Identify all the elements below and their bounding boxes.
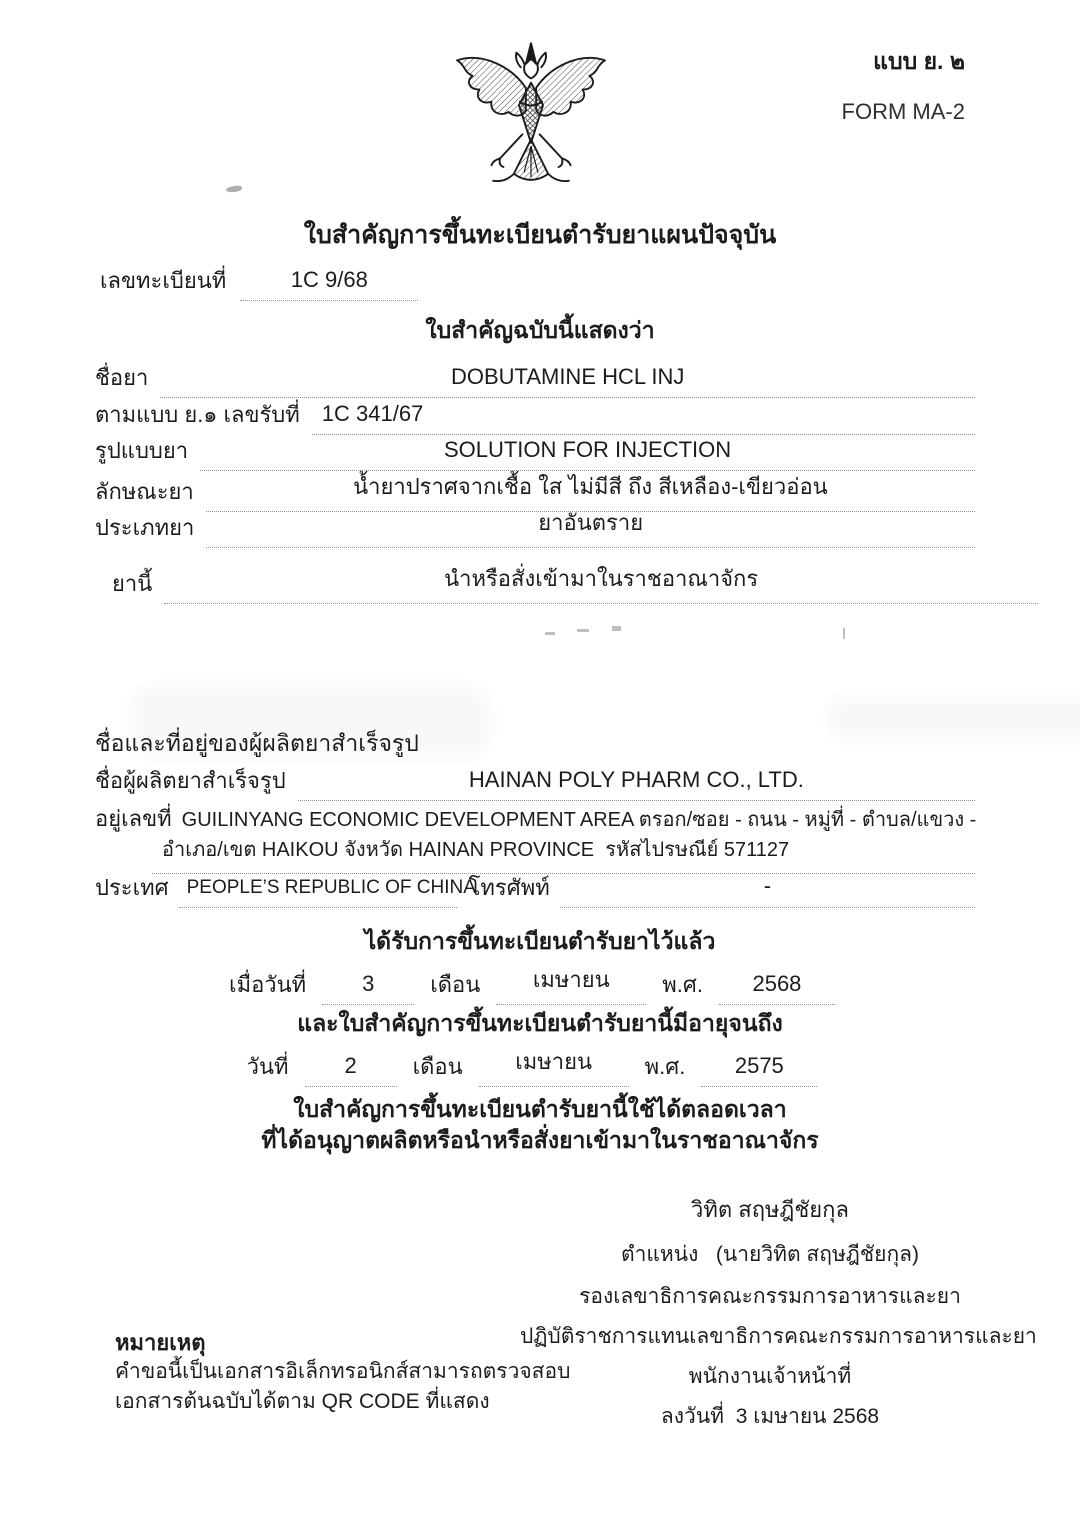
phone-value: - <box>560 873 975 908</box>
note-heading: หมายเหตุ <box>115 1330 206 1355</box>
expiry-date-month: เมษายน <box>479 1044 629 1087</box>
erased-speck <box>843 628 845 639</box>
registration-date-era-label: พ.ศ. <box>662 972 703 997</box>
drug-name-value: DOBUTAMINE HCL INJ <box>160 364 975 398</box>
statement-heading: ใบสำคัญฉบับนี้แสดงว่า <box>425 317 655 343</box>
drug-description-value: น้ำยาปราศจากเชื้อ ใส ไม่มีสี ถึง สีเหลือง-เขียวอ่อน <box>206 469 975 512</box>
garuda-emblem <box>445 36 617 212</box>
registration-date-row <box>0 962 1080 1005</box>
manufacturer-address-label: อยู่เลขที่ <box>95 806 172 831</box>
dosage-form-label: รูปแบบยา <box>95 438 189 463</box>
country-phone-row <box>95 870 975 908</box>
note-line2: เอกสารต้นฉบับได้ตาม QR CODE ที่แสดง <box>115 1390 490 1413</box>
redacted-area <box>828 696 1080 740</box>
this-drug-row <box>112 561 1038 604</box>
dosage-form-row <box>95 433 975 471</box>
manufacturer-address-line2: อำเภอ/เขต HAIKOU จังหวัด HAINAN PROVINCE รหัสไปรษณีย์ 571127 <box>152 833 975 874</box>
registration-date-prefix: เมื่อวันที่ <box>229 972 307 997</box>
application-number-row <box>95 397 975 435</box>
phone-label: โทรศัพท์ <box>468 875 550 900</box>
note-line1: คำขอนี้เป็นเอกสารอิเล็กทรอนิกส์สามารถตรวจสอบ <box>115 1360 571 1383</box>
drug-category-row <box>95 505 975 548</box>
signer-title-line2: ปฏิบัติราชการแทนเลขาธิการคณะกรรมการอาหารและยา <box>520 1325 1037 1348</box>
dosage-form-value: SOLUTION FOR INJECTION <box>200 437 975 471</box>
note-body <box>115 1357 570 1417</box>
form-code-thai: แบบ ย. ๒ <box>873 48 965 74</box>
manufacturer-name-label: ชื่อผู้ผลิตยาสำเร็จรูป <box>95 768 286 793</box>
officer-line: พนักงานเจ้าหน้าที่ <box>688 1365 852 1388</box>
expiry-date-era-label: พ.ศ. <box>644 1054 686 1079</box>
expiry-date-month-label: เดือน <box>412 1054 463 1079</box>
this-drug-value: นำหรือสั่งเข้ามาในราชอาณาจักร <box>164 561 1038 604</box>
drug-category-value: ยาอันตราย <box>206 505 975 548</box>
erased-speck <box>612 626 621 631</box>
manufacturer-name-row <box>95 763 975 801</box>
registered-heading: ได้รับการขึ้นทะเบียนตำรับยาไว้แล้ว <box>364 928 716 954</box>
expiry-date-year: 2575 <box>701 1053 817 1087</box>
signer-name: วิทิต สฤษฎีชัยกุล <box>691 1197 849 1222</box>
signer-title-line1: รองเลขาธิการคณะกรรมการอาหารและยา <box>579 1285 961 1308</box>
application-number-value: 1C 341/67 <box>312 401 975 435</box>
registration-date-year: 2568 <box>719 971 835 1005</box>
drug-description-label: ลักษณะยา <box>95 479 194 504</box>
validity-statement-line2: ที่ได้อนุญาตผลิตหรือนำหรือสั่งยาเข้ามาในราชอาณาจักร <box>261 1127 819 1153</box>
sign-date-line: ลงวันที่ 3 เมษายน 2568 <box>660 1405 880 1428</box>
registration-date-month: เมษายน <box>496 962 646 1005</box>
erased-speck <box>545 632 555 635</box>
this-drug-label: ยานี้ <box>112 571 153 596</box>
manufacturer-address-line1: GUILINYANG ECONOMIC DEVELOPMENT AREA ตรอก/ซอย - ถนน - หมู่ที่ - ตำบล/แขวง - <box>181 809 977 831</box>
erased-speck <box>577 629 589 632</box>
document-title: ใบสำคัญการขึ้นทะเบียนตำรับยาแผนปัจจุบัน <box>303 221 777 249</box>
erased-smudge <box>226 185 243 193</box>
validity-heading: และใบสำคัญการขึ้นทะเบียนตำรับยานี้มีอายุจนถึง <box>297 1010 783 1036</box>
expiry-date-row <box>0 1044 1080 1087</box>
application-number-label: ตามแบบ ย.๑ เลขรับที่ <box>95 402 300 427</box>
manufacturer-name-value: HAINAN POLY PHARM CO., LTD. <box>298 767 975 801</box>
manufacturer-section-heading: ชื่อและที่อยู่ของผู้ผลิตยาสำเร็จรูป <box>95 730 419 756</box>
country-value: PEOPLE’S REPUBLIC OF CHINA <box>179 877 457 908</box>
drug-category-label: ประเภทยา <box>95 515 195 540</box>
signer-position-line: ตำแหน่ง (นายวิทิต สฤษฎีชัยกุล) <box>620 1243 920 1266</box>
expiry-date-day: 2 <box>305 1053 397 1087</box>
drug-name-row <box>95 360 975 398</box>
form-code-english: FORM MA-2 <box>841 99 965 124</box>
registration-number-label: เลขทะเบียนที่ <box>100 268 227 293</box>
validity-statement <box>0 1094 1080 1156</box>
drug-name-label: ชื่อยา <box>95 365 149 390</box>
expiry-date-prefix: วันที่ <box>246 1054 289 1079</box>
validity-statement-line1: ใบสำคัญการขึ้นทะเบียนตำรับยานี้ใช้ได้ตลอดเวลา <box>293 1096 787 1122</box>
registration-date-day: 3 <box>322 971 414 1005</box>
country-label: ประเทศ <box>95 875 169 900</box>
registration-number-value: 1C 9/68 <box>240 267 418 301</box>
registration-date-month-label: เดือน <box>430 972 481 997</box>
signature-block <box>520 1192 1037 1433</box>
registration-number-row <box>100 263 418 301</box>
